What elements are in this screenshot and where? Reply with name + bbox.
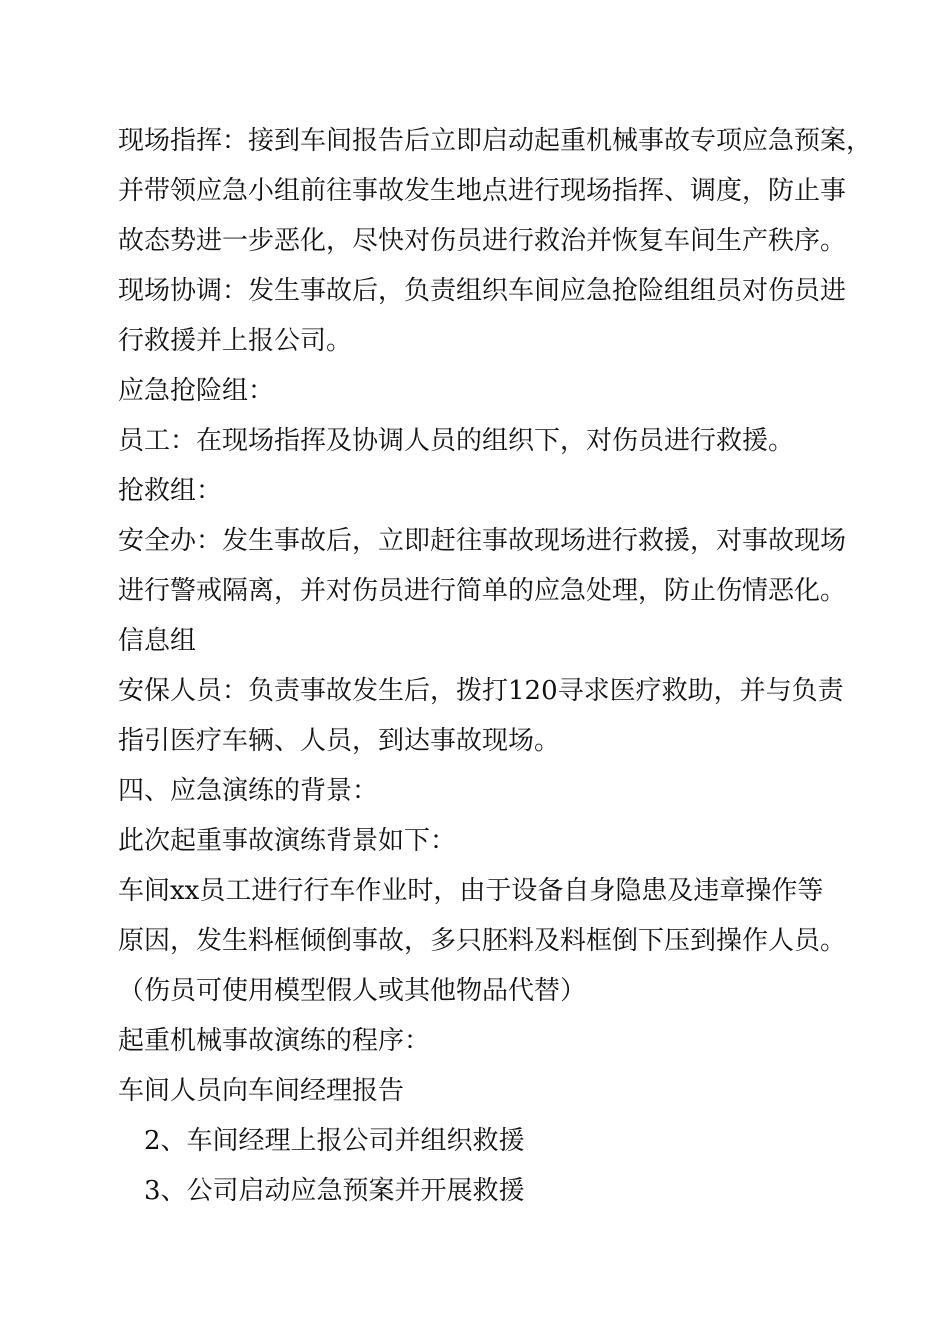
section-heading: 四、应急演练的背景： (118, 776, 379, 806)
section-heading: 抢救组： (118, 476, 223, 506)
paragraph-line: 故态势进一步恶化，尽快对伤员进行救治并恢复车间生产秩序。 (118, 226, 847, 256)
paragraph-line: 现场指挥：接到车间报告后立即启动起重机械事故专项应急预案， (118, 126, 873, 156)
section-heading: 信息组 (118, 626, 197, 656)
paragraph-line: 并带领应急小组前往事故发生地点进行现场指挥、调度，防止事 (118, 176, 847, 206)
paragraph-line: 原因，发生料框倾倒事故，多只胚料及料框倒下压到操作人员。 (118, 926, 847, 956)
list-item: 车间人员向车间经理报告 (118, 1076, 405, 1106)
paragraph-line: （伤员可使用模型假人或其他物品代替） (118, 976, 587, 1006)
paragraph-line: 安全办：发生事故后，立即赶往事故现场进行救援，对事故现场 (118, 526, 847, 556)
paragraph-line: 此次起重事故演练背景如下： (118, 826, 457, 856)
list-item: 3、公司启动应急预案并开展救援 (144, 1176, 525, 1206)
document-body (118, 116, 873, 1216)
paragraph-line: 行救援并上报公司。 (118, 326, 353, 356)
paragraph-line: 车间xx员工进行行车作业时，由于设备自身隐患及违章操作等 (118, 876, 824, 906)
paragraph-line: 安保人员：负责事故发生后，拨打120寻求医疗救助，并与负责 (118, 676, 844, 706)
section-heading: 起重机械事故演练的程序： (118, 1026, 431, 1056)
list-item: 2、车间经理上报公司并组织救援 (144, 1126, 525, 1156)
paragraph-line: 指引医疗车辆、人员，到达事故现场。 (118, 726, 561, 756)
paragraph-line: 员工：在现场指挥及协调人员的组织下，对伤员进行救援。 (118, 426, 795, 456)
paragraph-line: 现场协调：发生事故后，负责组织车间应急抢险组组员对伤员进 (118, 276, 847, 306)
section-heading: 应急抢险组： (118, 376, 275, 406)
paragraph-line: 进行警戒隔离，并对伤员进行简单的应急处理，防止伤情恶化。 (118, 576, 847, 606)
